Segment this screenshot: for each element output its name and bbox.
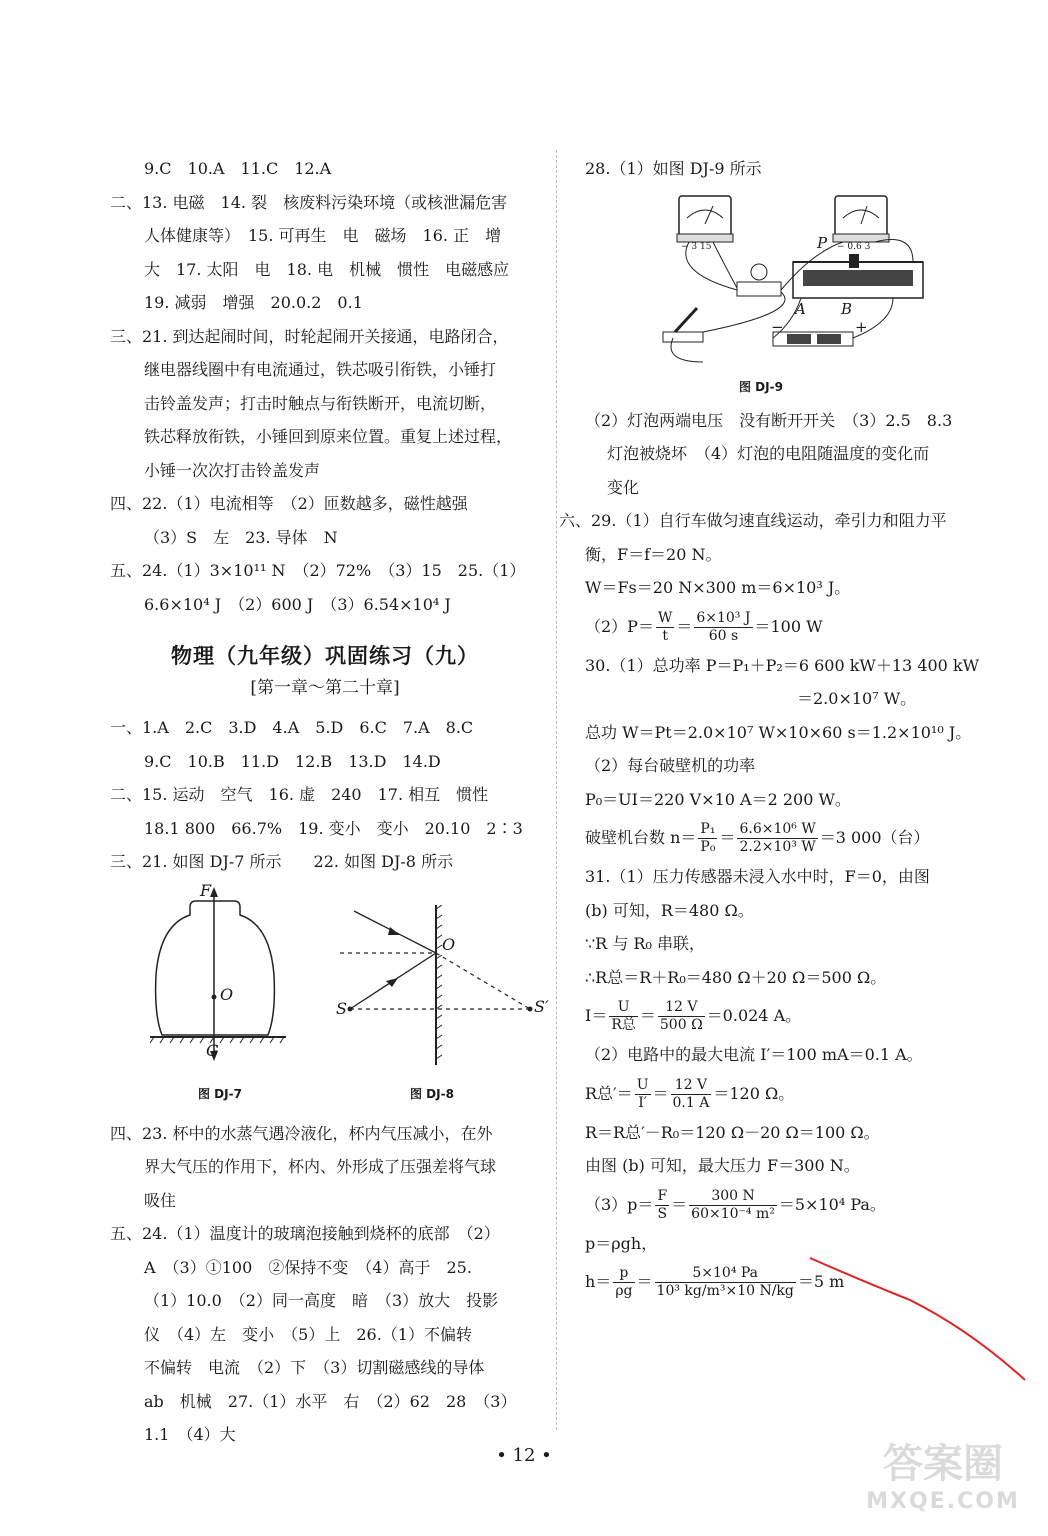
answer-line: 总功 W＝Pt＝2.0×10⁷ W×10×60 s＝1.2×10¹⁰ J。 — [585, 722, 972, 742]
fraction — [689, 1188, 777, 1223]
denominator: S — [657, 1205, 668, 1222]
answer-line: 由图 (b) 可知，最大压力 F＝300 N。 — [585, 1156, 860, 1175]
answer-line: ∴R总＝R＋R₀＝480 Ω＋20 Ω＝500 Ω。 — [585, 967, 887, 987]
formula-text: ＝ — [639, 1006, 656, 1025]
fraction — [671, 1077, 712, 1112]
answer-line: 击铃盖发声；打击时触点与衔铁断开，电流切断， — [144, 393, 497, 413]
right-column — [559, 152, 995, 1304]
answer-line: R＝R总′－R₀＝120 Ω－20 Ω＝100 Ω。 — [585, 1122, 880, 1142]
answer-line: 界大气压的作用下，杯内、外形成了压强差将气球 — [144, 1157, 497, 1176]
fig7-label-o: O — [220, 984, 234, 1004]
formula-text: 破壁机台数 n＝ — [585, 828, 697, 847]
fraction — [656, 610, 674, 645]
denominator: ρg — [615, 1283, 633, 1299]
fraction — [609, 999, 638, 1034]
formula-text: ＝3 000（台） — [819, 828, 930, 847]
answer-line: 三、21. 到达起闹时间，时轮起闹开关接通，电路闭合， — [110, 326, 509, 346]
page-number: • 12 • — [496, 1445, 552, 1466]
label-b: B — [841, 299, 853, 318]
numerator: 12 V — [658, 999, 705, 1017]
figure-dj9-caption: 图 DJ-9 — [739, 379, 783, 394]
watermark-logo — [858, 1432, 1028, 1522]
numerator: W — [657, 609, 673, 626]
answer-line: 9.C 10.A 11.C 12.A — [144, 159, 332, 178]
denominator: R总 — [611, 1017, 636, 1033]
figure-dj9 — [585, 188, 995, 398]
figure-dj8-caption: 图 DJ-8 — [410, 1086, 454, 1101]
figure-dj7 — [150, 885, 300, 1065]
answer-line: 31.（1）压力传感器未浸入水中时，F＝0，由图 — [585, 867, 930, 886]
answer-line: 二、13. 电磁 14. 裂 核废料污染环境（或核泄漏危害 — [110, 192, 508, 212]
answer-line: （3）S 左 23. 导体 N — [144, 527, 338, 547]
section-subtitle: [第一章～第二十章] — [250, 678, 400, 698]
answer-line: 19. 减弱 增强 20.0.2 0.1 — [144, 293, 363, 312]
answer-line: 30.（1）总功率 P＝P₁＋P₂＝6 600 kW＋13 400 kW — [585, 655, 980, 675]
formula-text: （3）p＝ — [585, 1194, 654, 1214]
numerator: F — [657, 1187, 668, 1204]
fig8-label-s: S — [336, 998, 347, 1018]
answer-line: P₀＝UI＝220 V×10 A＝2 200 W。 — [585, 789, 851, 809]
fraction — [698, 821, 717, 856]
column-divider — [556, 150, 557, 1430]
numerator: 6.6×10⁶ W — [739, 821, 816, 837]
answer-line: 大 17. 太阳 电 18. 电 机械 惯性 电磁感应 — [144, 259, 510, 279]
answer-line: 18.1 800 66.7% 19. 变小 变小 20.10 2∶3 — [144, 818, 523, 838]
pen-mark — [797, 1250, 1040, 1390]
answer-line: A （3）①100 ②保持不变 （4）高于 25. — [144, 1257, 472, 1277]
formula-text: （2）P＝ — [585, 616, 654, 636]
fig8-label-o: O — [442, 934, 456, 954]
label-a: A — [795, 299, 806, 318]
answer-line: （2）每台破壁机的功率 — [585, 756, 756, 775]
numerator: 6×10³ J — [696, 609, 751, 626]
denominator: 500 Ω — [659, 1017, 703, 1033]
fraction — [613, 1265, 634, 1300]
numerator: U — [636, 1076, 649, 1093]
fraction — [655, 1265, 796, 1300]
answer-line: 继电器线圈中有电流通过，铁芯吸引衔铁，小锤打 — [144, 360, 497, 379]
formula-text: h＝ — [585, 1272, 612, 1291]
label-plus: + — [855, 317, 868, 336]
answer-line: 衡，F＝f＝20 N。 — [585, 544, 722, 564]
figures-dj7-dj8 — [110, 880, 549, 1101]
fraction — [655, 1188, 669, 1223]
answer-line: 铁芯释放衔铁，小锤回到原来位置。重复上述过程， — [144, 427, 513, 446]
denominator: 60 s — [708, 627, 739, 644]
formula-line — [585, 994, 995, 1038]
label-p: P — [817, 233, 828, 252]
section-title: 物理（九年级）巩固练习（九） — [171, 643, 479, 668]
formula-text: ＝5×10⁴ Pa。 — [778, 1194, 886, 1214]
fraction — [635, 1077, 651, 1112]
formula-text: ＝ — [719, 828, 736, 847]
answer-line: （1）10.0 （2）同一高度 暗 （3）放大 投影 — [144, 1291, 499, 1310]
fraction — [737, 821, 817, 856]
answer-line: 变化 — [607, 477, 640, 497]
meter1-scale: − 3 15 — [681, 241, 712, 252]
formula-text: ＝0.024 A。 — [706, 1006, 802, 1025]
denominator: P₀ — [700, 839, 716, 855]
answer-line: （2）灯泡两端电压 没有断开开关 （3）2.5 8.3 — [585, 410, 953, 430]
answer-line: W＝Fs＝20 N×300 m＝6×10³ J。 — [585, 578, 851, 597]
answer-line: 四、23. 杯中的水蒸气遇冷液化，杯内气压减小，在外 — [110, 1123, 493, 1143]
answer-line: 六、29.（1）自行车做匀速直线运动，牵引力和阻力平 — [559, 511, 947, 530]
formula-text: ＝100 W — [754, 616, 823, 636]
watermark-text: 答案圈 — [883, 1441, 1003, 1487]
denominator: 10³ kg/m³×10 N/kg — [656, 1283, 794, 1299]
numerator: P₁ — [700, 821, 716, 837]
formula-text: ＝ — [676, 616, 693, 636]
denominator: I′ — [638, 1094, 647, 1111]
formula-text: ＝120 Ω。 — [713, 1083, 795, 1103]
answer-line: 28.（1）如图 DJ-9 所示 — [585, 159, 762, 178]
answer-line: ＝2.0×10⁷ W。 — [797, 689, 917, 708]
figure-dj7-caption: 图 DJ-7 — [198, 1086, 242, 1101]
answer-line: 吸住 — [144, 1190, 177, 1210]
answer-line: 人体健康等） 15. 可再生 电 磁场 16. 正 增 — [144, 226, 502, 245]
label-minus: − — [771, 317, 784, 336]
answer-line: (b) 可知，R＝480 Ω。 — [585, 900, 754, 920]
answer-line: 灯泡被烧坏 （4）灯泡的电阻随温度的变化而 — [607, 444, 930, 463]
answer-line: 二、15. 运动 空气 16. 虚 240 17. 相互 惯性 — [110, 785, 489, 804]
fraction — [694, 610, 752, 645]
answer-line: （2）电路中的最大电流 I′＝100 mA＝0.1 A。 — [585, 1045, 923, 1064]
answer-line: 不偏转 电流 （2）下 （3）切割磁感线的导体 — [144, 1358, 485, 1377]
answer-line: 三、21. 如图 DJ-7 所示 22. 如图 DJ-8 所示 — [110, 852, 454, 871]
circuit-diagram — [653, 192, 953, 372]
answer-line: 仪 （4）左 变小 （5）上 26.（1）不偏转 — [144, 1324, 472, 1344]
denominator: 2.2×10³ W — [739, 839, 816, 855]
answer-line: 五、24.（1）3×10¹¹ N （2）72% （3）15 25.（1） — [110, 561, 526, 580]
denominator: t — [662, 627, 668, 644]
meter2-scale: − 0.6 3 — [837, 241, 871, 252]
answer-line: ∵R 与 R₀ 串联， — [585, 934, 705, 953]
formula-line — [585, 1183, 995, 1227]
answer-line: p＝ρgh， — [585, 1233, 658, 1253]
formula-text: R总′＝ — [585, 1083, 633, 1103]
answer-line: 小锤一次次打击铃盖发声 — [144, 460, 321, 480]
formula-text: ＝ — [636, 1272, 653, 1291]
figure-dj8 — [340, 905, 550, 1075]
answer-line: 四、22.（1）电流相等 （2）匝数越多，磁性越强 — [110, 494, 468, 513]
numerator: 5×10⁴ Pa — [655, 1265, 796, 1283]
answer-line: 1.1 （4）大 — [144, 1425, 236, 1444]
fig7-label-g: G — [206, 1040, 219, 1060]
formula-text: ＝5 m — [797, 1272, 845, 1291]
formula-text: ＝ — [671, 1194, 688, 1214]
numerator: 12 V — [671, 1077, 712, 1095]
fraction — [658, 999, 705, 1034]
left-column — [110, 152, 549, 1452]
formula-text: I＝ — [585, 1006, 608, 1025]
formula-line — [585, 1072, 995, 1116]
answer-line: 一、1.A 2.C 3.D 4.A 5.D 6.C 7.A 8.C — [110, 718, 474, 737]
fig8-label-s-prime: S′ — [534, 996, 549, 1016]
formula-line — [585, 605, 995, 649]
formula-line — [585, 816, 995, 860]
fig7-label-f: F — [200, 880, 212, 900]
denominator: 0.1 A — [672, 1094, 710, 1111]
answer-line: 9.C 10.B 11.D 12.B 13.D 14.D — [144, 751, 441, 771]
denominator: 60×10⁻⁴ m² — [691, 1205, 775, 1222]
numerator: U — [609, 999, 638, 1017]
numerator: p — [613, 1265, 634, 1283]
numerator: 300 N — [689, 1188, 777, 1206]
formula-text: ＝ — [652, 1083, 669, 1103]
answer-line: 五、24.（1）温度计的玻璃泡接触到烧杯的底部 （2） — [110, 1224, 500, 1243]
watermark-url: MXQE.COM — [866, 1489, 1020, 1514]
answer-line: ab 机械 27.（1）水平 右 （2）62 28 （3） — [144, 1391, 517, 1411]
answer-line: 6.6×10⁴ J （2）600 J （3）6.54×10⁴ J — [144, 594, 451, 614]
